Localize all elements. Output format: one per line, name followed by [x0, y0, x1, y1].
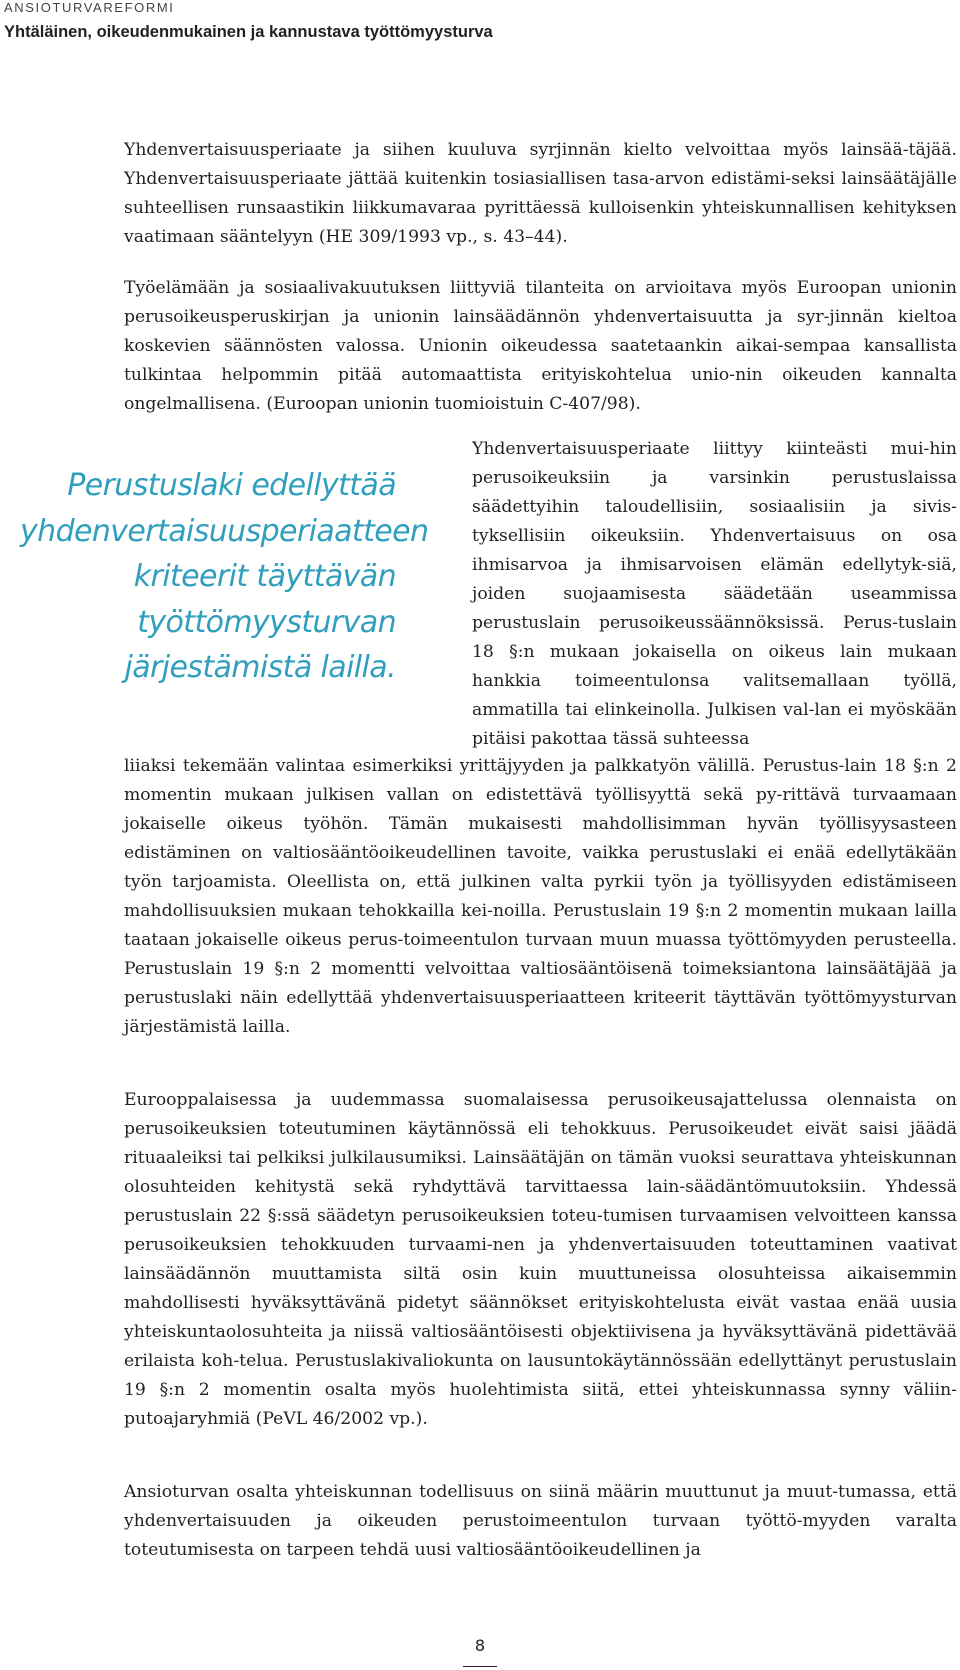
body-paragraph-1: Yhdenvertaisuusperiaate ja siihen kuuluva syrjinnän kielto velvoittaa myös lainsää-täjää. Yhdenvertaisuusperiaate jättää kuitenkin tosiasiallisen tasa-arvon edistämi-seksi lainsäätäjälle suhteellisen runsaastikin liikkumavaraa pyrittäessä kulloisenkin yhteiskunnallisen kehityksen vaatimaan sääntelyyn (HE 309/1993 vp., s. 43–44).	[124, 140, 957, 247]
section-kicker: ANSIOTURVAREFORMI	[4, 0, 175, 15]
page-number: 8	[474, 1636, 486, 1655]
body-paragraph-3-wrapped: Yhdenvertaisuusperiaate liittyy kiinteästi mui-hin perusoikeuksiin ja varsinkin perustuslaissa säädettyihin taloudellisiin, sosiaalisiin ja sivis-tyksellisiin oikeuksiin. Yhdenvertaisuus on osa ihmisarvoa ja ihmisarvoisen elämän edellytyk-siä, joiden suojaamisesta säädetään useammissa perustuslain perusoikeussäännöksissä. Perus-tuslain 18 §:n mukaan jokaisella on oikeus lain mukaan hankkia toimeentulonsa valitsemallaan työllä, ammatilla tai elinkeinolla. Julkisen val-lan ei myöskään pitäisi pakottaa tässä suhteessa	[472, 439, 957, 749]
pull-quote: Perustuslaki edellyttää yhdenvertaisuusperiaatteen kriteerit täyttävän työttömyysturvan järjestämistä lailla.	[20, 468, 429, 685]
page-number-rule	[463, 1666, 497, 1667]
body-paragraph-2: Työelämään ja sosiaalivakuutuksen liittyviä tilanteita on arvioitava myös Euroopan unionin perusoikeusperuskirjan ja unionin lainsäädännön yhdenvertaisuutta ja syr-jinnän kieltoa koskevien säännösten valossa. Unionin oikeudessa saatetaankin aikai-sempaa kansallista tulkintaa helpommin pitää automaattista erityiskohtelua unio-nin oikeuden kannalta ongelmallisena. (Euroopan unionin tuomioistuin C-407/98).	[124, 278, 957, 414]
body-paragraph-3-continued: liiaksi tekemään valintaa esimerkiksi yrittäjyyden ja palkkatyön välillä. Perustus-lain 18 §:n 2 momentin mukaan julkisen vallan on edistettävä työllisyyttä sekä py-rittävä turvaamaan jokaiselle oikeus työhön. Tämän mukaisesti mahdollisimman hyvän työllisyysasteen edistäminen on valtiosääntöoikeudellinen tavoite, vaikka perustuslaki ei enää edellytäkään työn tarjoamista. Oleellista on, että julkinen valta pyrkii työn ja työllisyyden edistämiseen mahdollisuuksien mukaan tehokkailla kei-noilla. Perustuslain 19 §:n 2 momentin mukaan lailla taataan jokaiselle oikeus perus-toimeentulon turvaan muun muassa työttömyyden perusteella. Perustuslain 19 §:n 2 momentti velvoittaa valtiosääntöisenä toimeksiantona lainsäätäjää ja perustuslaki näin edellyttää yhdenvertaisuusperiaatteen kriteerit täyttävän työttömyysturvan järjestämistä lailla.	[124, 756, 957, 1037]
body-paragraph-5: Ansioturvan osalta yhteiskunnan todellisuus on siinä määrin muuttunut ja muut-tumassa, että yhdenvertaisuuden ja oikeuden perustoimeentulon turvaan työttö-myyden varalta toteutumisesta on tarpeen tehdä uusi valtiosääntöoikeudellinen ja	[124, 1482, 957, 1560]
running-title: Yhtäläinen, oikeudenmukainen ja kannustava työttömyysturva	[4, 23, 493, 41]
body-paragraph-4: Eurooppalaisessa ja uudemmassa suomalaisessa perusoikeusajattelussa olennaista on perusoikeuksien toteutuminen käytännössä eli tehokkuus. Perusoikeudet eivät saisi jäädä rituaaleiksi tai pelkiksi julkilausumiksi. Lainsäätäjän on tämän vuoksi seurattava yhteiskunnan olosuhteiden kehitystä sekä ryhdyttävä tarvittaessa lain-säädäntömuutoksiin. Yhdessä perustuslain 22 §:ssä säädetyn perusoikeuksien toteu-tumisen turvaamisen velvoitteen kanssa perusoikeuksien tehokkuuden turvaami-nen ja yhdenvertaisuuden toteuttaminen vaativat lainsäädännön muuttamista siltä osin kuin muuttuneissa olosuhteissa aikaisemmin mahdollisesti hyväksyttävänä pidetyt säännökset erityiskohtelusta eivät vastaa enää uusia yhteiskuntaolosuhteita ja niissä valtiosääntöisesti objektiivisena ja hyväksyttävänä pidettävää erilaista koh-telua. Perustuslakivaliokunta on lausuntokäytännössään edellyttänyt perustuslain 19 §:n 2 momentin osalta myös huolehtimista siitä, ettei yhteiskunnassa synny väliin-putoajaryhmiä (PeVL 46/2002 vp.).	[124, 1090, 957, 1429]
